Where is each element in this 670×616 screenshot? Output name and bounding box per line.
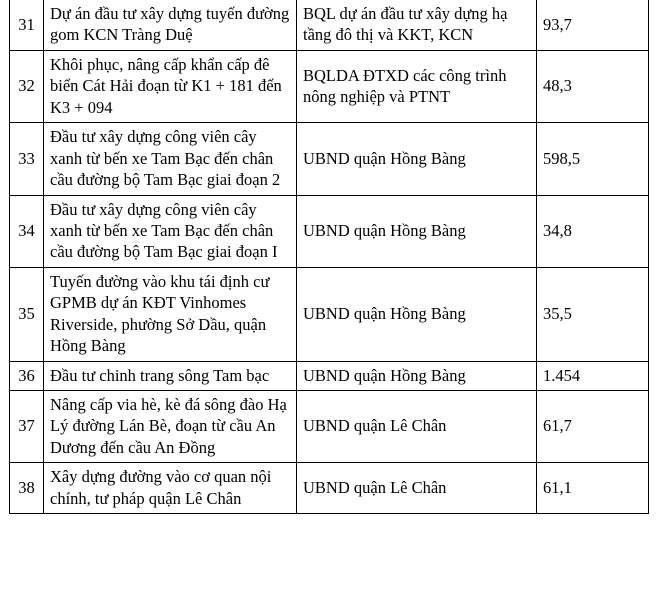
project-value: 35,5 [537,267,649,361]
project-value: 93,7 [537,0,649,50]
project-value: 1.454 [537,361,649,390]
project-owner: UBND quận Hồng Bàng [297,361,537,390]
project-value: 34,8 [537,195,649,267]
table-row [10,463,649,514]
project-value: 48,3 [537,50,649,122]
project-value: 61,7 [537,391,649,463]
project-value: 598,5 [537,123,649,195]
project-owner: UBND quận Lê Chân [297,391,537,463]
row-number: 38 [10,463,44,514]
project-name: Đầu tư chinh trang sông Tam bạc [44,361,297,390]
table-row [10,391,649,463]
row-number: 34 [10,195,44,267]
row-number: 37 [10,391,44,463]
project-owner: UBND quận Hồng Bàng [297,267,537,361]
project-name: Xây dựng đường vào cơ quan nội chính, tư pháp quận Lê Chân [44,463,297,514]
project-owner: BQLDA ĐTXD các công trình nông nghiệp và PTNT [297,50,537,122]
table-row [10,0,649,50]
project-value: 61,1 [537,463,649,514]
row-number: 32 [10,50,44,122]
table-body [10,0,649,514]
project-name: Tuyến đường vào khu tái định cư GPMB dự án KĐT Vinhomes Riverside, phường Sở Dầu, quận Hồng Bàng [44,267,297,361]
row-number: 31 [10,0,44,50]
table-row [10,50,649,122]
table-row [10,123,649,195]
project-name: Khôi phục, nâng cấp khẩn cấp đê biển Cát Hải đoạn từ K1 + 181 đến K3 + 094 [44,50,297,122]
project-table [9,0,649,514]
table-row [10,267,649,361]
table-row [10,195,649,267]
project-name: Nâng cấp via hè, kè đá sông đào Hạ Lý đường Lán Bè, đoạn từ cầu An Dương đến cầu An Đồng [44,391,297,463]
project-owner: BQL dự án đầu tư xây dựng hạ tầng đô thị và KKT, KCN [297,0,537,50]
project-owner: UBND quận Lê Chân [297,463,537,514]
table-row [10,361,649,390]
row-number: 36 [10,361,44,390]
project-name: Dự án đầu tư xây dựng tuyến đường gom KCN Tràng Duệ [44,0,297,50]
project-owner: UBND quận Hồng Bàng [297,195,537,267]
row-number: 33 [10,123,44,195]
project-owner: UBND quận Hồng Bàng [297,123,537,195]
project-name: Đầu tư xây dựng công viên cây xanh từ bến xe Tam Bạc đến chân cầu đường bộ Tam Bạc giai đoạn 2 [44,123,297,195]
project-name: Đầu tư xây dựng công viên cây xanh từ bến xe Tam Bạc đến chân cầu đường bộ Tam Bạc giai đoạn I [44,195,297,267]
row-number: 35 [10,267,44,361]
